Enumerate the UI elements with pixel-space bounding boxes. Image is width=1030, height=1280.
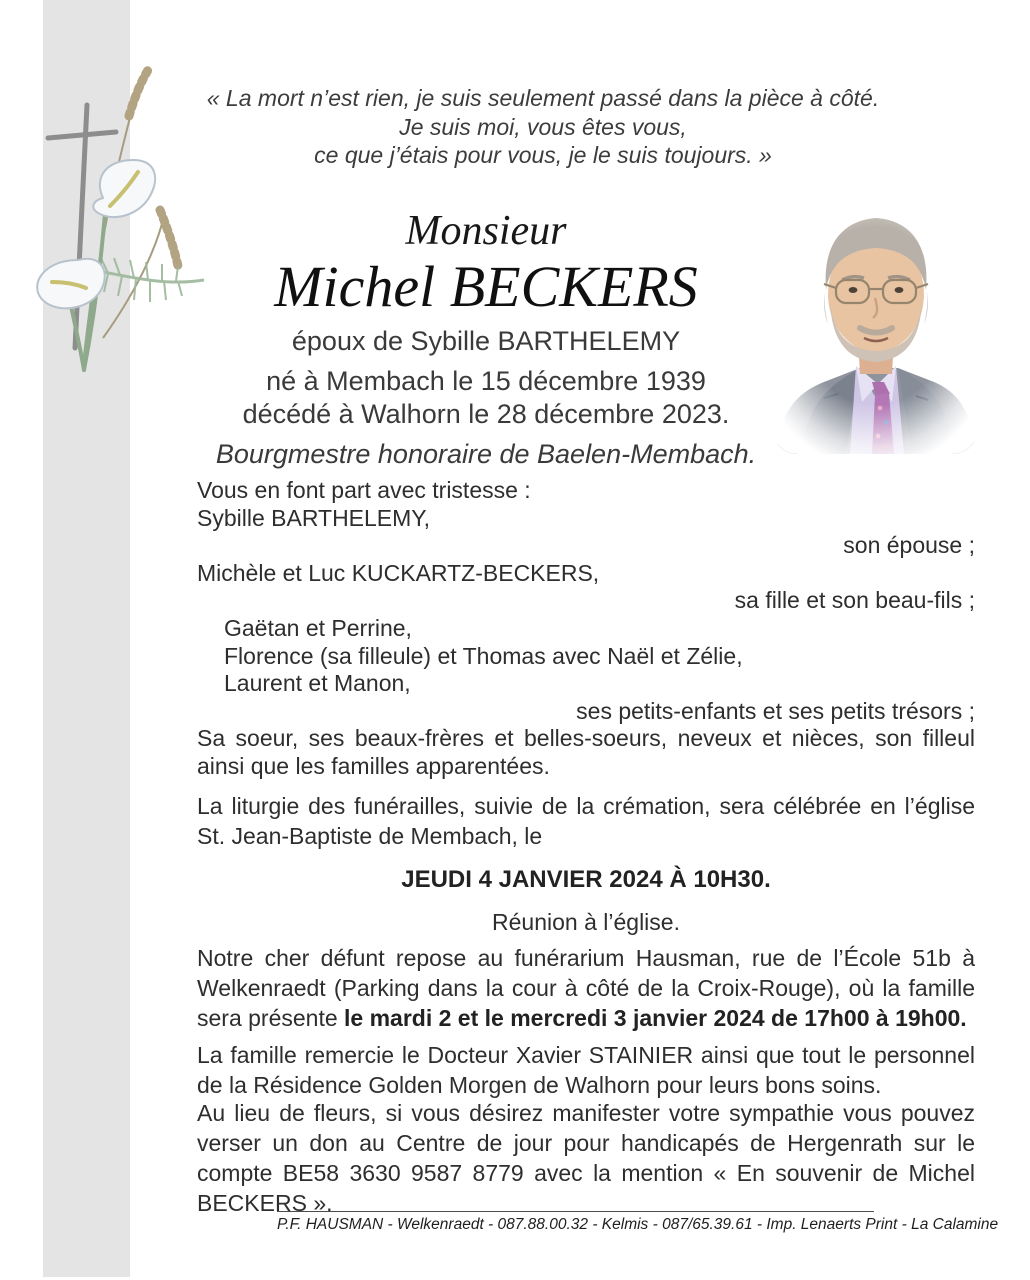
- grandchildren-relation: ses petits-enfants et ses petits trésors ;: [576, 697, 975, 724]
- death-line: décédé à Walhorn le 28 décembre 2023.: [242, 399, 730, 429]
- ceremony-datetime: JEUDI 4 JANVIER 2024 À 10H30.: [401, 866, 771, 893]
- footer-text: P.F. HAUSMAN - Welkenraedt - 087.88.00.32 - Kelmis - 087/65.39.61 - Imp. Lenaerts Print - La Calamine: [277, 1216, 999, 1233]
- quote-line-1: « La mort n’est rien, je suis seulement passé dans la pièce à côté.: [206, 85, 880, 111]
- spouse-relation: son épouse ;: [843, 532, 975, 559]
- ceremony-intro: La liturgie des funérailles, suivie de la crémation, sera célébrée en l’église St. Jean-Baptiste de Membach, le: [197, 793, 975, 849]
- visiting-hours: le mardi 2 et le mercredi 3 janvier 2024 de 17h00 à 19h00.: [344, 1005, 967, 1031]
- palm-leaf: [94, 256, 204, 302]
- deceased-civility: Monsieur: [405, 208, 567, 254]
- thanks-paragraph: La famille remercie le Docteur Xavier STAINIER ainsi que tout le personnel de la Résidence Golden Morgen de Walhorn pour leurs bons soins.: [197, 1042, 975, 1098]
- daughter-relation: sa fille et son beau-fils ;: [734, 587, 975, 614]
- ceremony-meeting: Réunion à l’église.: [492, 909, 680, 935]
- footer-divider: [277, 1211, 874, 1212]
- daughter-names: Michèle et Luc KUCKARTZ-BECKERS,: [197, 559, 600, 586]
- spouse-line: époux de Sybille BARTHELEMY: [291, 326, 681, 356]
- portrait-illustration: [772, 198, 978, 454]
- eye-left: [849, 287, 858, 293]
- funerarium-paragraph: [197, 943, 975, 1033]
- honorary-title-line: Bourgmestre honoraire de Baelen-Membach.: [215, 439, 757, 469]
- quote-line-3: ce que j’étais pour vous, je le suis toujours. »: [314, 142, 772, 168]
- donation-paragraph: Au lieu de fleurs, si vous désirez manifester votre sympathie vous pouvez verser un don au Centre de jour pour handicapés de Hergenrath sur le compte BE58 3630 9587 8779 avec la mention « En souvenir de Michel BECKERS ».: [197, 1100, 975, 1216]
- family-intro: Vous en font part avec tristesse :: [197, 477, 531, 503]
- memorial-quote: [143, 84, 943, 170]
- quote-line-2: Je suis moi, vous êtes vous,: [399, 113, 687, 140]
- family-closing: Sa soeur, ses beaux-frères et belles-soeurs, neveux et nièces, son filleul ainsi que les familles apparentées.: [197, 725, 975, 779]
- portrait-photo: [772, 198, 978, 454]
- deceased-name: Michel BECKERS: [274, 254, 698, 319]
- birth-line: né à Membach le 15 décembre 1939: [266, 366, 706, 396]
- family-announcement: [197, 477, 975, 781]
- spouse-names: Sybille BARTHELEMY,: [197, 504, 431, 531]
- funerarium-text: Notre cher défunt repose au funérarium Hausman, rue de l’École 51b à Welkenraedt (Parking dans la cour à côté de la Croix-Rouge), où la famille sera présente: [197, 945, 975, 1031]
- grandchild-line: Gaëtan et Perrine,: [224, 614, 412, 641]
- deceased-title-block: [196, 208, 776, 470]
- grandchild-line: Laurent et Manon,: [224, 670, 411, 697]
- eye-right: [895, 287, 904, 293]
- funeral-home-footer: [277, 1211, 999, 1234]
- grandchild-line: Florence (sa filleule) et Thomas avec Naël et Zélie,: [224, 642, 743, 669]
